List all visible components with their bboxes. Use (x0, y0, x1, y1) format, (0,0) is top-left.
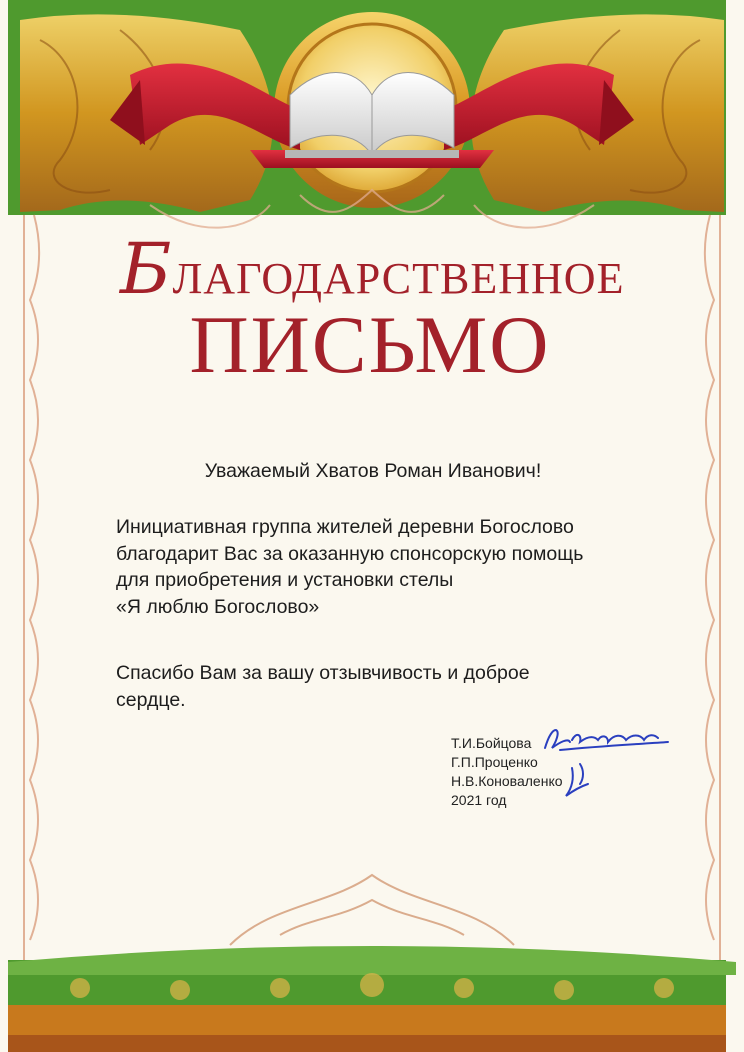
body-line: благодарит Вас за оказанную спонсорскую помощь (116, 542, 584, 565)
title-line-2: ПИСЬМО (189, 299, 551, 390)
thanks-line: Спасибо Вам за вашу отзывчивость и доброе (116, 662, 530, 684)
title-line-1-rest: ЛАГОДАРСТВЕННОЕ (172, 254, 625, 303)
thanks-line: сердце. (116, 689, 186, 711)
year-label: 2021 год (451, 792, 507, 808)
body-line: Инициативная группа жителей деревни Богослово (116, 516, 574, 538)
body-paragraph (116, 514, 616, 620)
body-line: «Я люблю Богослово» (116, 595, 320, 618)
signatory-name: Т.И.Бойцова (451, 735, 532, 751)
signatory-name: Г.П.Проценко (451, 754, 538, 770)
body-line: для приобретения и установки стелы (116, 569, 454, 591)
thanks-paragraph (116, 660, 616, 714)
signatories-block (451, 734, 563, 810)
title-initial: Б (120, 228, 173, 310)
signatory-name: Н.В.Коноваленко (451, 773, 563, 789)
greeting: Уважаемый Хватов Роман Иванович! (204, 460, 542, 482)
